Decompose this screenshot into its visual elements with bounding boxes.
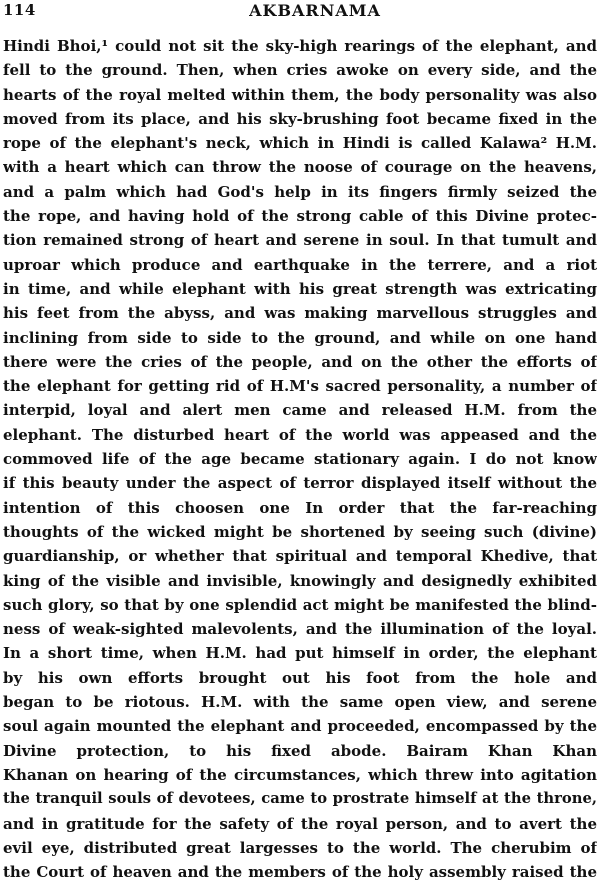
text-line: the Court of heaven and the members of the holy assembly raised the: [3, 863, 597, 882]
text-line: by his own efforts brought out his foot from the hole and: [3, 668, 597, 687]
text-line: king of the visible and invisible, knowingly and designedly exhibited: [3, 571, 597, 590]
text-line: such glory, so that by one splendid act might be manifested the blind-: [3, 595, 597, 614]
text-line: soul again mounted the elephant and proceeded, encompassed by the: [3, 717, 597, 736]
text-line: fell to the ground. Then, when cries awoke on every side, and the: [3, 61, 597, 80]
text-line: Hindi Bhoi,¹ could not sit the sky-high rearings of the elephant, and: [3, 37, 597, 55]
text-line: hearts of the royal melted within them, the body personality was also: [3, 85, 597, 104]
text-line: with a heart which can throw the noose of courage on the heavens,: [3, 158, 597, 177]
text-line: in time, and while elephant with his great strength was extricating: [3, 279, 597, 298]
body-text: [3, 34, 597, 884]
text-line: In a short time, when H.M. had put himself in order, the elephant: [3, 644, 597, 663]
text-line: elephant. The disturbed heart of the world was appeased and the: [3, 425, 597, 444]
text-line: Khanan on hearing of the circumstances, which threw into agitation: [3, 765, 597, 784]
text-line: and in gratitude for the safety of the royal person, and to avert the: [3, 814, 597, 833]
text-line: the tranquil souls of devotees, came to prostrate himself at the throne,: [3, 790, 597, 808]
text-line: rope of the elephant's neck, which in Hindi is called Kalawa² H.M.: [3, 134, 597, 153]
text-line: began to be riotous. H.M. with the same open view, and serene: [3, 693, 597, 712]
text-line: Divine protection, to his fixed abode. Bairam Khan Khan: [3, 741, 597, 760]
text-line: the elephant for getting rid of H.M's sacred personality, a number of: [3, 377, 597, 396]
text-line: intention of this choosen one In order that the far-reaching: [3, 498, 597, 517]
text-line: the rope, and having hold of the strong cable of this Divine protec-: [3, 207, 597, 226]
text-line: inclining from side to side to the ground, and while on one hand: [3, 328, 597, 347]
text-line: evil eye, distributed great largesses to the world. The cherubim of: [3, 838, 597, 857]
text-line: commoved life of the age became stationary again. I do not know: [3, 450, 597, 469]
page-header: [0, 0, 600, 28]
text-line: thoughts of the wicked might be shortened by seeing such (divine): [3, 522, 597, 541]
text-line: tion remained strong of heart and serene in soul. In that tumult and: [3, 231, 597, 250]
text-line: ness of weak-sighted malevolents, and the illumination of the loyal.: [3, 620, 597, 639]
text-line: moved from its place, and his sky-brushing foot became fixed in the: [3, 109, 597, 128]
text-line: if this beauty under the aspect of terror displayed itself without the: [3, 474, 597, 493]
text-line: and a palm which had God's help in its fingers firmly seized the: [3, 182, 597, 201]
text-line: interpid, loyal and alert men came and released H.M. from the: [3, 401, 597, 420]
text-line: there were the cries of the people, and on the other the efforts of: [3, 352, 597, 371]
text-line: uproar which produce and earthquake in the terrere, and a riot: [3, 255, 597, 274]
running-head: AKBARNAMA: [249, 1, 381, 20]
text-line: his feet from the abyss, and was making marvellous struggles and: [3, 304, 597, 323]
text-line: guardianship, or whether that spiritual and temporal Khedive, that: [3, 547, 597, 566]
page-number: 114: [3, 1, 36, 19]
